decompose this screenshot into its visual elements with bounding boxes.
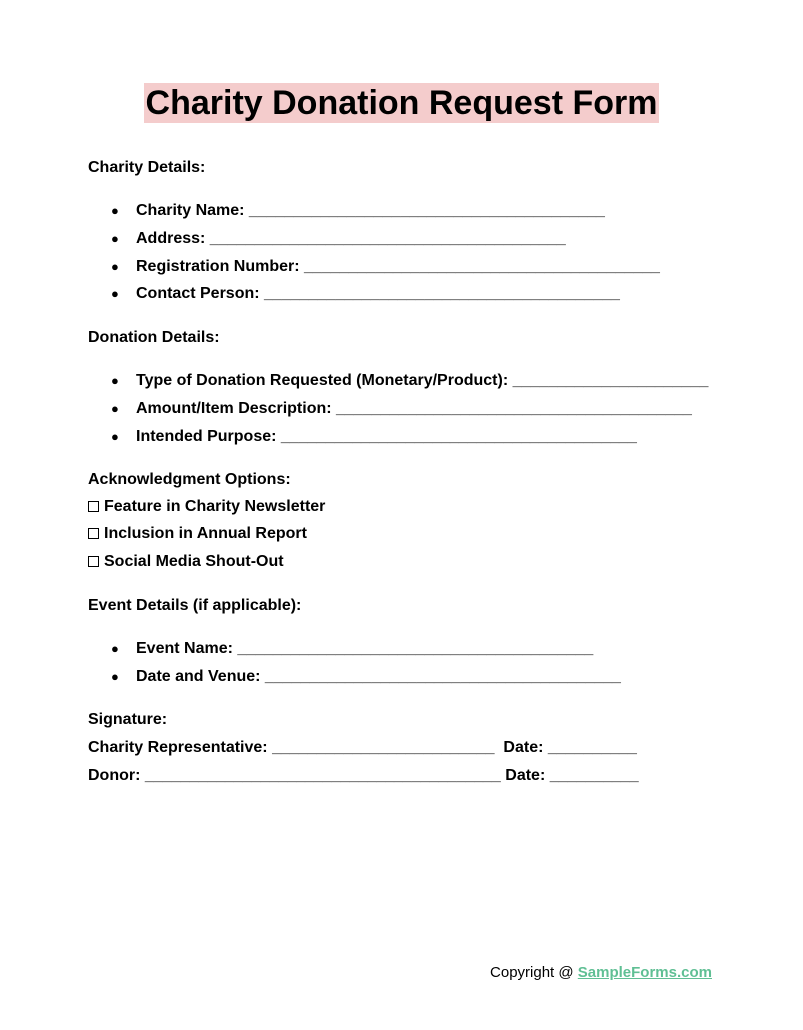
charity-representative-signature-field[interactable]: Charity Representative: _________________________ Date: __________ (88, 739, 637, 756)
checkbox-social-media[interactable] (88, 552, 284, 572)
registration-number-field[interactable]: Registration Number: ________________________________________ (136, 258, 660, 275)
checkbox-label: Feature in Charity Newsletter (104, 498, 326, 515)
bullet-icon: ● (111, 401, 119, 416)
checkbox-label: Social Media Shout-Out (104, 553, 284, 570)
contact-person-field[interactable]: Contact Person: ________________________________________ (136, 285, 620, 302)
event-details-heading: Event Details (if applicable): (88, 597, 302, 614)
title-container (0, 83, 803, 123)
bullet-icon: ● (111, 669, 119, 684)
checkbox-annual-report[interactable] (88, 524, 307, 544)
charity-details-heading: Charity Details: (88, 159, 206, 176)
checkbox-icon[interactable] (88, 501, 99, 512)
checkbox-icon[interactable] (88, 528, 99, 539)
checkbox-icon[interactable] (88, 556, 99, 567)
intended-purpose-field[interactable]: Intended Purpose: ________________________________________ (136, 428, 637, 445)
checkbox-newsletter[interactable] (88, 497, 325, 517)
donor-signature-field[interactable]: Donor: ________________________________________ Date: __________ (88, 767, 639, 784)
footer-copyright (490, 963, 712, 983)
bullet-icon: ● (111, 259, 119, 274)
bullet-icon: ● (111, 641, 119, 656)
bullet-icon: ● (111, 429, 119, 444)
form-title: Charity Donation Request Form (145, 84, 658, 122)
bullet-icon: ● (111, 286, 119, 301)
donation-details-heading: Donation Details: (88, 329, 220, 346)
copyright-text: Copyright @ (490, 964, 578, 981)
bullet-icon: ● (111, 203, 119, 218)
bullet-icon: ● (111, 231, 119, 246)
date-venue-field[interactable]: Date and Venue: ________________________________________ (136, 668, 621, 685)
donation-type-field[interactable]: Type of Donation Requested (Monetary/Product): ______________________ (136, 372, 709, 389)
brand-link[interactable]: SampleForms.com (577, 964, 712, 981)
address-field[interactable]: Address: ________________________________________ (136, 230, 566, 247)
charity-name-field[interactable]: Charity Name: ________________________________________ (136, 202, 605, 219)
acknowledgment-heading: Acknowledgment Options: (88, 471, 291, 488)
signature-heading: Signature: (88, 711, 168, 728)
amount-description-field[interactable]: Amount/Item Description: ________________________________________ (136, 400, 692, 417)
event-name-field[interactable]: Event Name: ________________________________________ (136, 640, 594, 657)
bullet-icon: ● (111, 373, 119, 388)
checkbox-label: Inclusion in Annual Report (104, 525, 307, 542)
